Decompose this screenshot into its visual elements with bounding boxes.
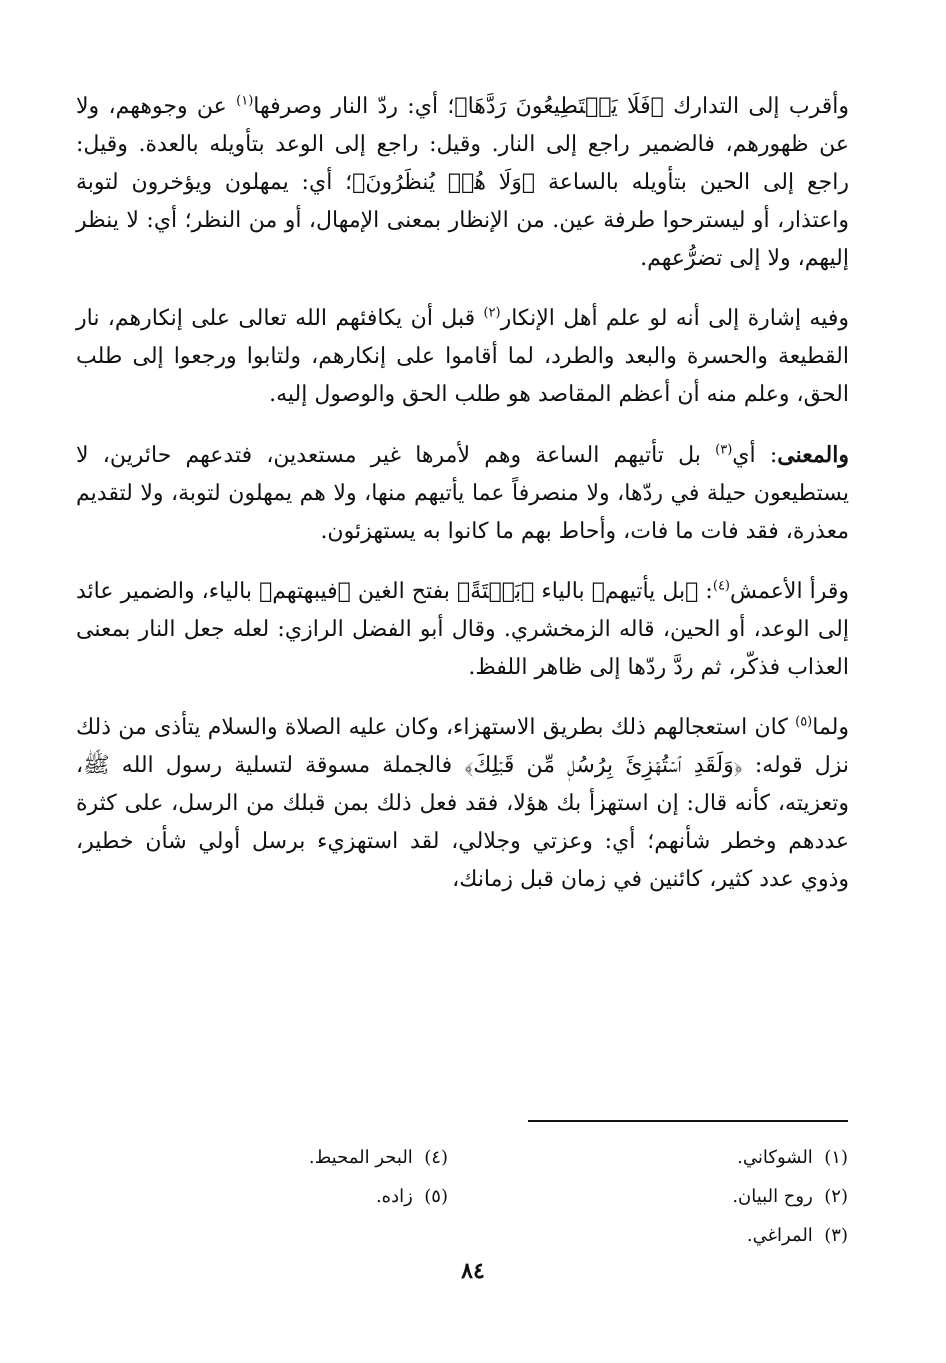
text-run: بل تأتيهم الساعة وهم لأمرها غير مستعدين، فتدعهم حائرين، لا يستطيعون حيلة في ردّها، ولا منصرفاً عما يأتيهم منها، ولا هم يمهلون لتوبة، ولا لتقديم معذرة، فقد فات ما فات، وأحاط بهم ما كانوا به يستهزئون.: [76, 443, 849, 544]
text-run: قبل أن يكافئهم الله تعالى على إنكارهم، نار القطيعة والحسرة والبعد والطرد، لما أقاموا على إنكارهم، ولتابوا ورجعوا إلى طلب الحق، وعلم منه أن أعظم المقاصد هو طلب الحق والوصول إليه.: [76, 306, 849, 407]
paragraph-1: [76, 88, 849, 278]
footnote-marker: (٥): [795, 714, 813, 730]
footnote-2: [618, 1177, 848, 1216]
bold-lead: والمعنى: [777, 442, 849, 468]
page-number: ٨٤: [461, 1258, 485, 1284]
footnotes-right-column: [618, 1138, 848, 1255]
main-text: [76, 88, 849, 921]
quran-quote: ﴿بَغۡتَةً﴾: [456, 579, 535, 604]
quran-quote: ﴿فيبهتهم﴾: [259, 579, 351, 604]
footnote-number: (٥): [424, 1186, 448, 1207]
text-run: ولما: [812, 715, 849, 740]
paragraph-4: [76, 573, 849, 687]
footnote-marker: (٣): [715, 442, 733, 458]
text-run: كان استعجالهم ذلك بطريق الاستهزاء، وكان عليه الصلاة والسلام يتأذى من ذلك نزل قوله:: [76, 715, 849, 778]
footnote-marker: (٢): [483, 305, 501, 321]
footnote-1: [618, 1138, 848, 1177]
footnotes-left-column: [228, 1138, 448, 1216]
text-run: :: [698, 579, 713, 604]
quran-quote: ﴿بل يأتيهم﴾: [591, 579, 699, 604]
paragraph-5: [76, 709, 849, 899]
footnote-text: المراغي.: [746, 1225, 813, 1246]
footnote-number: (٤): [424, 1147, 448, 1168]
footnote-text: روح البيان.: [732, 1186, 813, 1207]
text-run: فالجملة مسوقة لتسلية رسول الله ﷺ، وتعزيته، كأنه قال: إن استهزأ بك هؤلا، فقد فعل ذلك بمن قبلك من الرسل، على كثرة عددهم وخطر شأنهم؛ أي: وعزتي وجلالي، لقد استهزيء برسل أولي شأن خطير، وذوي عدد كثير، كائنين في زمان قبل زمانك،: [76, 753, 849, 892]
paragraph-2: [76, 300, 849, 414]
footnote-4: [228, 1138, 448, 1177]
footnote-text: البحر المحيط.: [308, 1147, 413, 1168]
footnote-text: الشوكاني.: [737, 1147, 813, 1168]
text-run: ؛ أي: ردّ النار وصرفها: [253, 94, 455, 119]
footnote-number: (٢): [824, 1186, 848, 1207]
text-run: وأقرب إلى التدارك: [663, 94, 849, 119]
footnote-marker: (٤): [712, 578, 730, 594]
text-run: : أي: [732, 443, 778, 468]
footnote-5: [228, 1177, 448, 1216]
text-run: بالياء: [534, 579, 592, 604]
text-run: بالياء، والضمير عائد إلى الوعد، أو الحين، قاله الزمخشري. وقال أبو الفضل الرازي: لعله جعل النار بمعنى العذاب فذكّر، ثم ردَّ ردّها إلى ظاهر اللفظ.: [76, 579, 849, 680]
footnote-marker: (١): [236, 93, 254, 109]
quran-quote: ﴿وَلَقَدِ ٱسۡتُهۡزِئَ بِرُسُلٖ مِّن قَبۡلِكَ﴾: [464, 753, 743, 778]
footnote-text: زاده.: [375, 1186, 413, 1207]
quran-quote: ﴿وَلَا هُمۡ يُنظَرُونَ﴾: [352, 170, 536, 195]
text-run: وقرأ الأعمش: [730, 579, 850, 604]
text-run: ؛ أي: يمهلون ويؤخرون لتوبة واعتذار، أو ليسترحوا طرفة عين. من الإنظار بمعنى الإمهال، أو من النظر؛ أي: لا ينظر إليهم، ولا إلى تضرُّعهم.: [76, 170, 849, 271]
text-run: بفتح الغين: [350, 579, 457, 604]
footnote-3: [618, 1216, 848, 1255]
text-run: عن وجوههم، ولا عن ظهورهم، فالضمير راجع إلى النار. وقيل: راجع إلى الوعد بتأويله بالعدة. وقيل: راجع إلى الحين بتأويله بالساعة: [76, 94, 850, 195]
paragraph-3: [76, 436, 849, 551]
quran-quote: ﴿فَلَا يَسۡتَطِيعُونَ رَدَّهَا﴾: [454, 94, 664, 119]
footnote-number: (١): [824, 1147, 848, 1168]
text-run: وفيه إشارة إلى أنه لو علم أهل الإنكار: [500, 306, 849, 331]
footnote-number: (٣): [824, 1225, 848, 1246]
footnote-separator: [528, 1120, 848, 1122]
